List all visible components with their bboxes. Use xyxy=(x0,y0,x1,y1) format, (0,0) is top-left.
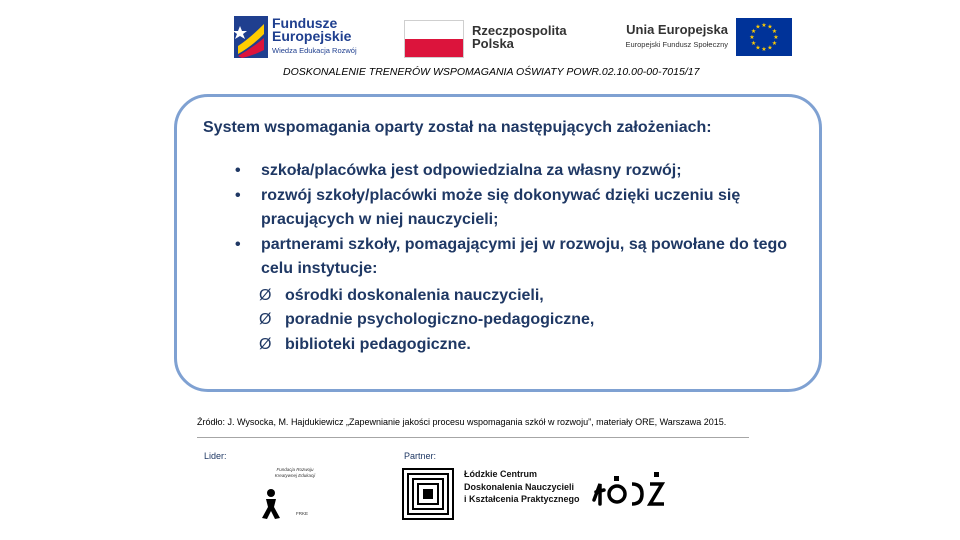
bullet-icon: • xyxy=(235,235,241,253)
lcdnikp-square-icon xyxy=(402,468,454,520)
list-item xyxy=(259,284,795,309)
svg-text:★: ★ xyxy=(761,46,767,53)
arrow-bullet-icon: Ø xyxy=(259,286,272,304)
polish-flag-icon xyxy=(404,20,464,58)
divider xyxy=(197,437,749,438)
unia-subtitle: Europejski Fundusz Społeczny xyxy=(625,40,728,49)
leader-logo xyxy=(256,464,326,524)
arrow-bullet-icon: Ø xyxy=(259,335,272,353)
lodz-city-logo-icon xyxy=(590,470,670,510)
bullet-icon: • xyxy=(235,186,241,204)
svg-text:★: ★ xyxy=(750,28,757,35)
svg-text:★: ★ xyxy=(749,34,755,41)
sub-item-text: ośrodki doskonalenia nauczycieli, xyxy=(285,286,544,304)
svg-text:★: ★ xyxy=(755,23,761,31)
svg-text:★: ★ xyxy=(773,34,779,41)
fundusze-title-line1: Fundusze xyxy=(272,15,338,31)
list-item xyxy=(235,184,795,233)
list-item xyxy=(235,159,795,184)
partner-org-line3: i Kształcenia Praktycznego xyxy=(464,494,580,504)
bullet-text: partnerami szkoły, pomagającymi jej w rozwoju, są powołane do tego celu instytucje: xyxy=(261,235,788,277)
partner-org-line2: Doskonalenia Nauczycieli xyxy=(464,481,575,492)
bullet-text: rozwój szkoły/placówki może się dokonywać dzięki uczeniu się pracujących w niej nauczycieli; xyxy=(261,186,741,228)
bullet-text: szkoła/placówka jest odpowiedzialna za własny rozwój; xyxy=(261,162,682,179)
svg-text:★: ★ xyxy=(755,44,761,52)
leader-code: FRKE xyxy=(296,511,309,516)
svg-text:★: ★ xyxy=(767,23,773,31)
box-heading: System wspomagania oparty został na następujących założeniach: xyxy=(203,119,712,136)
fundusze-subtitle: Wiedza Edukacja Rozwój xyxy=(272,46,357,55)
list-item xyxy=(259,333,795,358)
bullet-list xyxy=(235,159,795,357)
partner-org-line1: Łódzkie Centrum xyxy=(464,469,538,479)
list-item xyxy=(259,308,795,333)
fundusze-europejskie-logo xyxy=(232,14,374,60)
arrow-bullet-icon: Ø xyxy=(259,311,272,328)
leader-org-name: Fundacja Rozwoju Kreatywnej Edukacji xyxy=(274,467,316,478)
sub-item-text: poradnie psychologiczno-pedagogiczne, xyxy=(285,311,595,328)
logo-strip xyxy=(232,14,792,62)
content-box xyxy=(174,94,822,392)
fundusze-title-line2: Europejskie xyxy=(272,28,352,44)
institution-list xyxy=(259,284,795,358)
svg-text:★: ★ xyxy=(767,44,773,52)
unia-title: Unia Europejska xyxy=(626,22,728,37)
leader-label: Lider: xyxy=(204,451,227,461)
svg-text:★: ★ xyxy=(750,40,757,47)
leader-figure-icon xyxy=(258,488,284,520)
lcdnikp-logo xyxy=(402,465,580,521)
bullet-icon: • xyxy=(235,162,241,179)
svg-text:★: ★ xyxy=(761,22,767,29)
fundusze-europejskie-mark-icon xyxy=(234,16,268,58)
project-code: DOSKONALENIE TRENERÓW WSPOMAGANIA OŚWIATY POWR.02.10.00-00-7015/17 xyxy=(283,66,700,78)
source-citation: Źródło: J. Wysocka, M. Hajdukiewicz „Zapewnianie jakości procesu wspomagania szkół w rozwoju”, materiały ORE, Warszawa 2015. xyxy=(197,417,727,427)
rzeczpospolita-line1: Rzeczpospolita xyxy=(472,23,567,38)
svg-text:★: ★ xyxy=(771,40,778,47)
partner-label: Partner: xyxy=(404,451,437,461)
unia-europejska-logo xyxy=(602,18,792,58)
rzeczpospolita-line2: Polska xyxy=(472,36,514,51)
eu-flag-icon xyxy=(736,18,792,56)
sub-item-text: biblioteki pedagogiczne. xyxy=(285,335,471,353)
rzeczpospolita-polska-logo xyxy=(404,18,574,58)
list-item xyxy=(235,233,795,358)
svg-text:★: ★ xyxy=(771,28,778,35)
